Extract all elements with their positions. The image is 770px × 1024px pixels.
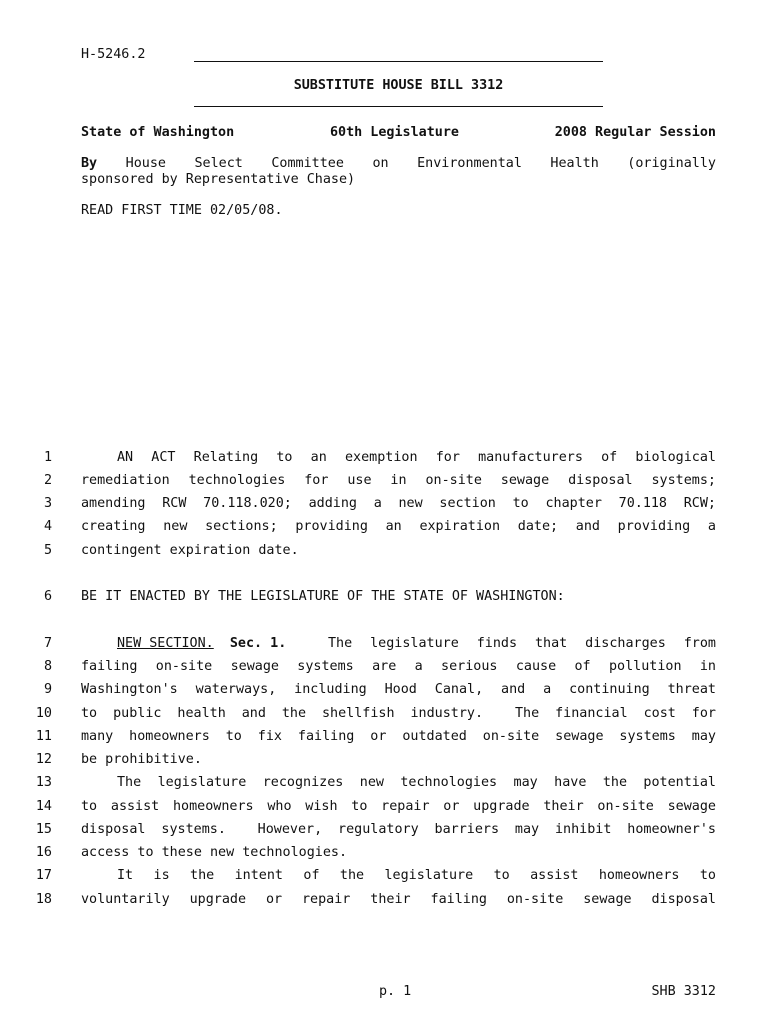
line-number: 10 bbox=[35, 706, 52, 721]
line-text: contingent expiration date. bbox=[81, 543, 299, 558]
sponsor-word: Select bbox=[194, 156, 243, 171]
line-number: 11 bbox=[35, 729, 52, 744]
line-text: amending RCW 70.118.020; adding a new section to chapter 70.118 RCW; bbox=[81, 496, 716, 511]
line-number: 4 bbox=[43, 519, 52, 534]
line-number: 17 bbox=[35, 868, 52, 883]
state-label: State of Washington bbox=[81, 125, 235, 140]
line-text: Washington's waterways, including Hood Canal, and a continuing threat bbox=[81, 682, 716, 697]
read-first-time: READ FIRST TIME 02/05/08. bbox=[81, 203, 283, 218]
page-number: p. 1 bbox=[379, 984, 412, 999]
line-text: creating new sections; providing an expiration date; and providing a bbox=[81, 519, 716, 534]
line-text: voluntarily upgrade or repair their failing on-site sewage disposal bbox=[81, 892, 716, 907]
bill-line bbox=[0, 799, 770, 822]
bill-line bbox=[0, 822, 770, 845]
by-label: By bbox=[81, 156, 98, 171]
sponsor-word: Environmental bbox=[417, 156, 522, 171]
line-number: 5 bbox=[43, 543, 52, 558]
bill-line bbox=[0, 775, 770, 798]
line-number: 1 bbox=[43, 450, 52, 465]
line-number: 16 bbox=[35, 845, 52, 860]
bill-line bbox=[0, 729, 770, 752]
header-rule-top bbox=[194, 61, 603, 62]
line-text: be prohibitive. bbox=[81, 752, 202, 767]
bill-line bbox=[0, 450, 770, 473]
line-number: 9 bbox=[43, 682, 52, 697]
bill-line bbox=[0, 589, 770, 612]
line-number: 15 bbox=[35, 822, 52, 837]
session-row bbox=[81, 125, 716, 140]
line-number: 3 bbox=[43, 496, 52, 511]
bill-line bbox=[0, 659, 770, 682]
legislature-label: 60th Legislature bbox=[329, 125, 459, 140]
sponsor-word: Committee bbox=[271, 156, 344, 171]
new-section-label: NEW SECTION. Sec. 1. bbox=[117, 636, 287, 651]
line-text: The legislature recognizes new technologies may have the potential bbox=[117, 775, 716, 790]
section-number: Sec. 1. bbox=[229, 636, 287, 651]
line-text: BE IT ENACTED BY THE LEGISLATURE OF THE STATE OF WASHINGTON: bbox=[81, 589, 565, 604]
bill-line bbox=[0, 752, 770, 775]
bill-line bbox=[0, 682, 770, 705]
sponsor-word: on bbox=[372, 156, 389, 171]
header-rule-bottom bbox=[194, 106, 603, 107]
line-number: 6 bbox=[43, 589, 52, 604]
bill-line bbox=[0, 519, 770, 542]
bill-line bbox=[0, 706, 770, 729]
sponsor-word: (originally bbox=[627, 156, 716, 171]
line-text: to assist homeowners who wish to repair or upgrade their on-site sewage bbox=[81, 799, 716, 814]
bill-line bbox=[0, 892, 770, 915]
line-number: 12 bbox=[35, 752, 52, 767]
bill-line bbox=[0, 868, 770, 891]
bill-line bbox=[0, 636, 770, 659]
bill-line bbox=[0, 845, 770, 868]
bill-line bbox=[0, 543, 770, 566]
line-number: 7 bbox=[43, 636, 52, 651]
session-label: 2008 Regular Session bbox=[554, 125, 716, 140]
bill-title: SUBSTITUTE HOUSE BILL 3312 bbox=[293, 78, 504, 93]
sponsor-line-2: sponsored by Representative Chase) bbox=[81, 172, 356, 187]
footer-bill-id: SHB 3312 bbox=[651, 984, 716, 999]
line-text: AN ACT Relating to an exemption for manufacturers of biological bbox=[117, 450, 716, 465]
sponsor-line-1 bbox=[81, 156, 716, 171]
line-text: access to these new technologies. bbox=[81, 845, 348, 860]
line-text: to public health and the shellfish industry. The financial cost for bbox=[81, 706, 716, 721]
line-number: 14 bbox=[35, 799, 52, 814]
line-text: many homeowners to fix failing or outdated on-site sewage systems may bbox=[81, 729, 716, 744]
line-number: 8 bbox=[43, 659, 52, 674]
document-id: H-5246.2 bbox=[81, 47, 146, 62]
bill-line bbox=[0, 473, 770, 496]
line-number: 2 bbox=[43, 473, 52, 488]
line-number: 18 bbox=[35, 892, 52, 907]
line-text: remediation technologies for use in on-site sewage disposal systems; bbox=[81, 473, 716, 488]
sponsor-word: Health bbox=[550, 156, 599, 171]
sponsor-word: House bbox=[125, 156, 166, 171]
line-number: 13 bbox=[35, 775, 52, 790]
line-text: failing on-site sewage systems are a serious cause of pollution in bbox=[81, 659, 716, 674]
line-text: The legislature finds that discharges from bbox=[328, 636, 716, 651]
line-text: disposal systems. However, regulatory barriers may inhibit homeowner's bbox=[81, 822, 716, 837]
bill-line bbox=[0, 496, 770, 519]
line-text: It is the intent of the legislature to assist homeowners to bbox=[117, 868, 716, 883]
